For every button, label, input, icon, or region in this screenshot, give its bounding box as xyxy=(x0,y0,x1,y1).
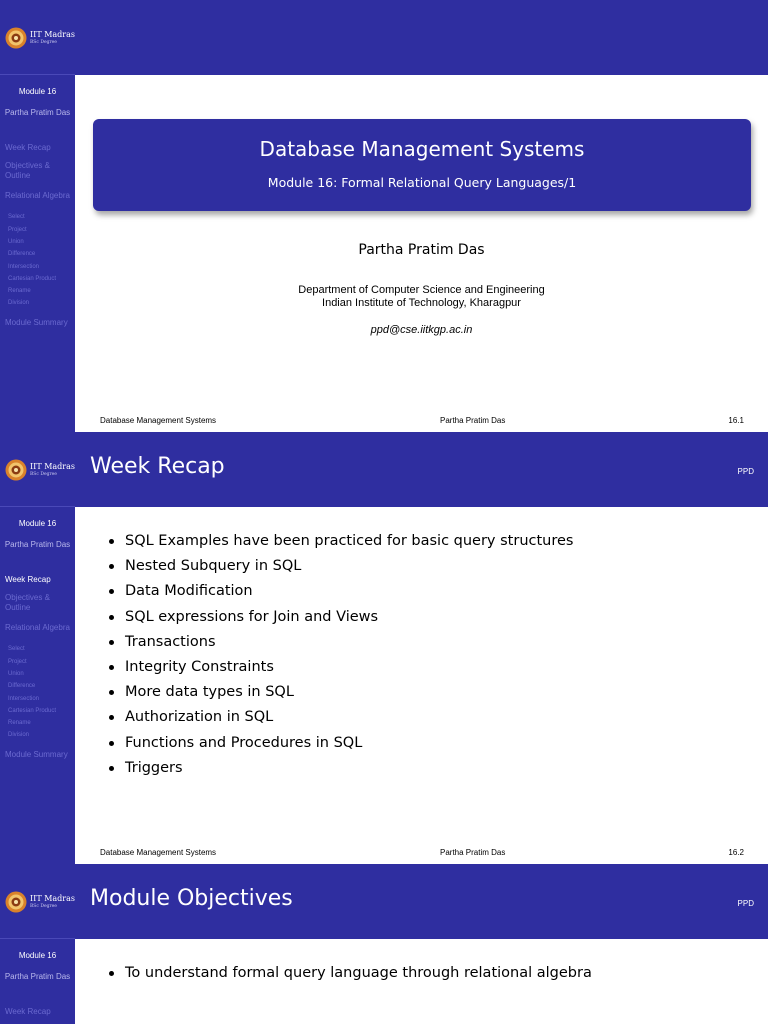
nav-module-label[interactable]: Module 16 xyxy=(18,519,57,528)
nav-subitem-union[interactable]: Union xyxy=(8,239,24,245)
iit-emblem-icon xyxy=(5,459,27,481)
bullet-item: Triggers xyxy=(108,756,573,781)
nav-author[interactable]: Partha Pratim Das xyxy=(4,108,71,117)
iit-madras-logo xyxy=(5,26,75,50)
institute-line: Indian Institute of Technology, Kharagpur xyxy=(322,297,521,309)
bullet-item: Integrity Constraints xyxy=(108,655,573,680)
bullet-icon xyxy=(109,564,114,569)
sidebar xyxy=(0,864,75,1024)
sidebar-header xyxy=(0,432,75,507)
iit-madras-logo xyxy=(5,458,75,482)
footer-course: Database Management Systems xyxy=(100,848,217,857)
nav-item-relational-algebra[interactable]: Relational Algebra xyxy=(5,623,70,632)
nav-item-relational-algebra[interactable]: Relational Algebra xyxy=(5,191,70,200)
author-initials: PPD xyxy=(737,899,754,908)
bullet-item: Nested Subquery in SQL xyxy=(108,554,573,579)
bullet-list xyxy=(108,961,592,986)
bullet-icon xyxy=(109,665,114,670)
footer-author: Partha Pratim Das xyxy=(440,848,506,857)
bullet-item: More data types in SQL xyxy=(108,680,573,705)
bullet-icon xyxy=(109,640,114,645)
author-name: Partha Pratim Das xyxy=(358,242,485,258)
slide-module-objectives xyxy=(0,864,768,1024)
sidebar-header xyxy=(0,0,75,75)
nav-item-objectives[interactable]: Objectives & Outline xyxy=(5,161,50,180)
bullet-item: To understand formal query language through relational algebra xyxy=(108,961,592,986)
nav-subitem-intersection[interactable]: Intersection xyxy=(8,696,40,702)
author-email[interactable]: ppd@cse.iitkgp.ac.in xyxy=(370,324,473,336)
module-subtitle: Module 16: Formal Relational Query Languages/1 xyxy=(267,175,577,190)
nav-author[interactable]: Partha Pratim Das xyxy=(4,972,71,981)
logo-subtitle: BSc Degree xyxy=(30,903,57,909)
bullet-icon xyxy=(109,539,114,544)
nav-module-label[interactable]: Module 16 xyxy=(18,87,57,96)
slide-banner xyxy=(75,432,768,507)
sidebar-header xyxy=(0,864,75,939)
nav-item-week-recap[interactable]: Week Recap xyxy=(5,575,51,584)
sidebar xyxy=(0,0,75,432)
bullet-item: SQL Examples have been practiced for basic query structures xyxy=(108,529,573,554)
logo-subtitle: BSc Degree xyxy=(30,39,57,45)
nav-subitem-difference[interactable]: Difference xyxy=(8,683,36,689)
slide-title: Module Objectives xyxy=(90,886,293,911)
nav-subitem-intersection[interactable]: Intersection xyxy=(8,264,40,270)
bullet-icon xyxy=(109,741,114,746)
nav-subitem-rename[interactable]: Rename xyxy=(8,288,31,294)
slide-title: Week Recap xyxy=(90,454,225,479)
author-initials: PPD xyxy=(737,467,754,476)
logo-subtitle: BSc Degree xyxy=(30,471,57,477)
nav-subitem-select[interactable]: Select xyxy=(8,214,25,220)
logo-name: IIT Madras xyxy=(30,893,75,903)
title-box xyxy=(93,119,751,211)
bullet-item: SQL expressions for Join and Views xyxy=(108,605,573,630)
nav-subitem-cartesian-product[interactable]: Cartesian Product xyxy=(8,276,57,282)
department xyxy=(75,284,768,310)
nav-subitem-project[interactable]: Project xyxy=(8,659,27,665)
nav-subitem-division[interactable]: Division xyxy=(8,732,30,738)
slide-footer xyxy=(75,848,768,862)
logo-name: IIT Madras xyxy=(30,29,75,39)
nav-subitem-difference[interactable]: Difference xyxy=(8,251,36,257)
bullet-icon xyxy=(109,615,114,620)
nav-subitem-rename[interactable]: Rename xyxy=(8,720,31,726)
slide-week-recap xyxy=(0,432,768,864)
nav-item-module-summary[interactable]: Module Summary xyxy=(5,750,68,759)
bullet-icon xyxy=(109,715,114,720)
slide-banner xyxy=(75,864,768,939)
course-title: Database Management Systems xyxy=(259,137,585,161)
bullet-item: Functions and Procedures in SQL xyxy=(108,731,573,756)
footer-slide-number: 16.1 xyxy=(728,416,744,425)
nav-author[interactable]: Partha Pratim Das xyxy=(4,540,71,549)
bullet-icon xyxy=(109,589,114,594)
bullet-item: Transactions xyxy=(108,630,573,655)
logo-name: IIT Madras xyxy=(30,461,75,471)
iit-emblem-icon xyxy=(5,27,27,49)
iit-emblem-icon xyxy=(5,891,27,913)
footer-course: Database Management Systems xyxy=(100,416,217,425)
slide-banner xyxy=(75,0,768,75)
nav-item-week-recap[interactable]: Week Recap xyxy=(5,143,51,152)
footer-slide-number: 16.2 xyxy=(728,848,744,857)
slide-title xyxy=(0,0,768,432)
bullet-icon xyxy=(109,690,114,695)
slide-footer xyxy=(75,416,768,430)
bullet-icon xyxy=(109,766,114,771)
bullet-item: Authorization in SQL xyxy=(108,705,573,730)
nav-item-objectives[interactable]: Objectives & Outline xyxy=(5,593,50,612)
nav-item-week-recap[interactable]: Week Recap xyxy=(5,1007,51,1016)
bullet-item: Data Modification xyxy=(108,579,573,604)
nav-subitem-project[interactable]: Project xyxy=(8,227,27,233)
nav-subitem-division[interactable]: Division xyxy=(8,300,30,306)
department-line: Department of Computer Science and Engineering xyxy=(298,284,545,296)
bullet-list xyxy=(108,529,573,781)
nav-subitem-cartesian-product[interactable]: Cartesian Product xyxy=(8,708,57,714)
nav-item-module-summary[interactable]: Module Summary xyxy=(5,318,68,327)
bullet-icon xyxy=(109,971,114,976)
iit-madras-logo xyxy=(5,890,75,914)
nav-module-label[interactable]: Module 16 xyxy=(18,951,57,960)
footer-author: Partha Pratim Das xyxy=(440,416,506,425)
nav-subitem-union[interactable]: Union xyxy=(8,671,24,677)
sidebar xyxy=(0,432,75,864)
nav-subitem-select[interactable]: Select xyxy=(8,646,25,652)
